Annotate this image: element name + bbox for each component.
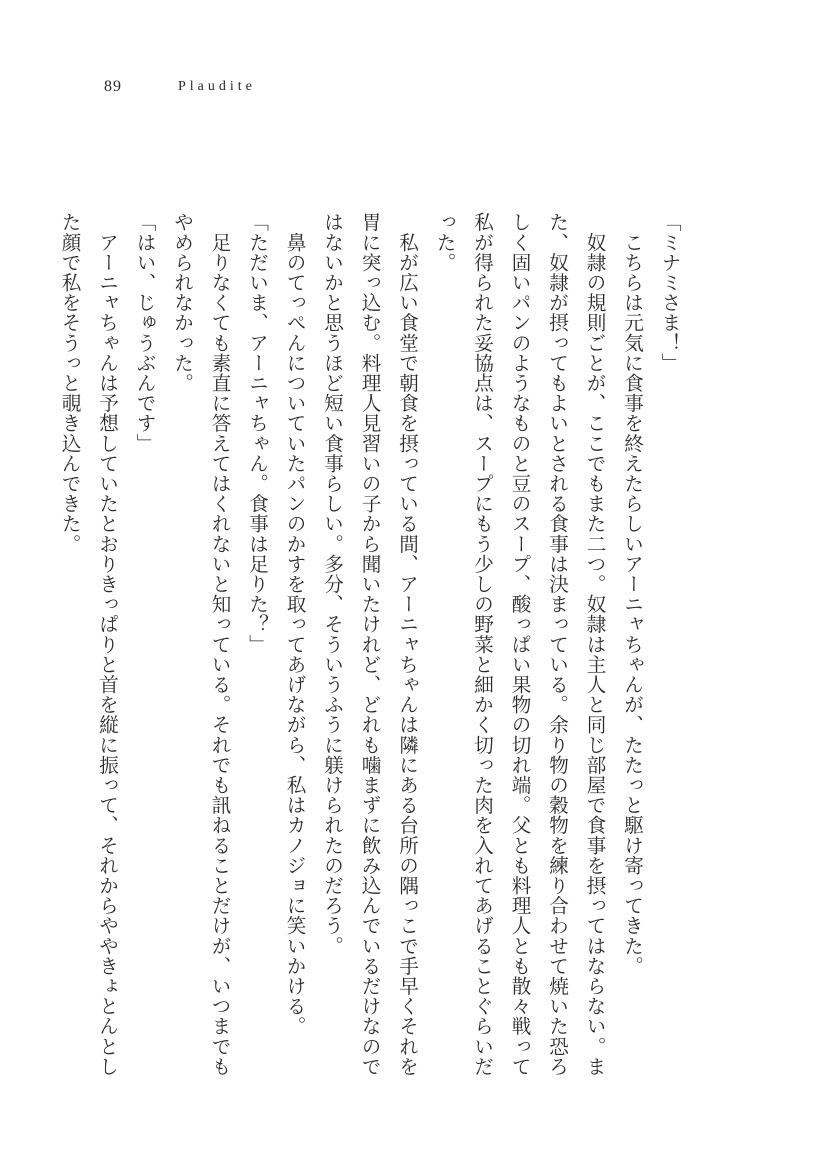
paragraph: 奴隷の規則ごとが、ここでもまた二つ。奴隷は主人と同じ部屋で食事を摂ってはならない。また、奴隷が摂ってもよいとされる食事は決まっている。余り物の穀物を練り合わせて焼いた恐ろしく固いパンのようなものと豆のスープ、酸っぱい果物の切れ端。父とも料理人とも散々戦って私が得られた妥協点は、スープにもう少しの野菜と細かく切った肉を入れてあげることぐらいだった。: [433, 212, 606, 1077]
paragraph: 「はい、じゅうぶんです」: [133, 212, 156, 454]
paragraph: 私が広い食堂で朝食を摂っている間、アーニャちゃんは隣にある台所の隅っこで手早くそれを胃に突っ込む。料理人見習いの子から聞いたけれど、どれも噛まずに飲み込んでいるだけなのではないかと思うほど短い食事らしい。多分、そういうふうに躾けられたのだろう。: [320, 212, 419, 1077]
paragraph: 足りなくても素直に答えてはくれないと知っている。それでも訊ねることだけが、いつまでもやめられなかった。: [170, 212, 231, 1077]
paragraph: アーニャちゃんは予想していたとおりきっぱりと首を縦に振って、それからややきょとんとした顔で私をそうっと覗き込んできた。: [58, 212, 119, 1077]
paragraph: こちらは元気に食事を終えたらしいアーニャちゃんが、たたっと駆け寄ってきた。: [620, 212, 644, 976]
paragraph: 鼻のてっぺんについていたパンのかすを取ってあげながら、私はカノジョに笑いかける。: [283, 212, 306, 1037]
page-number: 89: [104, 78, 122, 95]
running-title: Plaudite: [178, 79, 256, 94]
paragraph: 「ただいま、アーニャちゃん。食事は足りた？」: [245, 212, 269, 655]
paragraph: 「ミナミさま！」: [658, 212, 681, 373]
body-text: [51, 212, 689, 1092]
